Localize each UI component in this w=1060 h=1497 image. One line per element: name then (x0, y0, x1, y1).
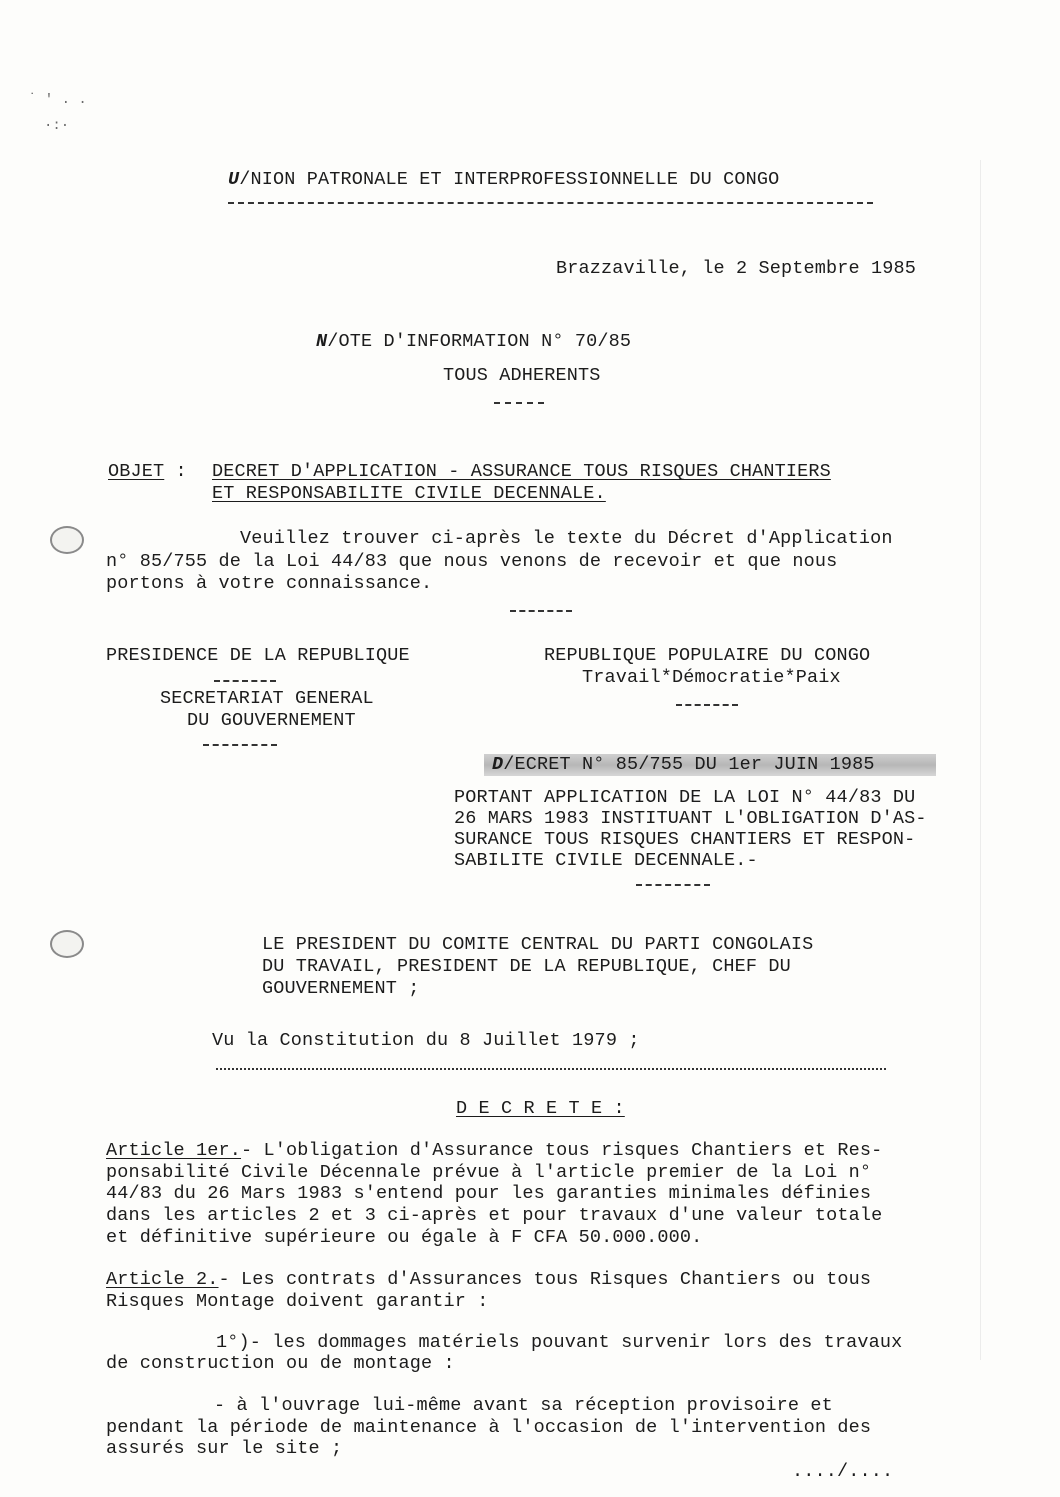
ink-smudge: ˙ ′ . . (28, 92, 87, 108)
decree-number-text: ECRET N° 85/755 DU 1er JUIN 1985 (514, 754, 875, 775)
republic-motto: Travail*Démocratie*Paix (582, 667, 841, 688)
bleed-through-mark (980, 160, 981, 1360)
article-2-text: - Les contrats d'Assurances tous Risques Chantiers ou tous (218, 1269, 872, 1290)
decree-desc-4: SABILITE CIVILE DECENNALE.- (454, 850, 758, 871)
decree-desc-2: 26 MARS 1983 INSTITUANT L'OBLIGATION D'AS- (454, 808, 927, 829)
secretariat-line-1: SECRETARIAT GENERAL (160, 688, 374, 709)
republic-heading: REPUBLIQUE POPULAIRE DU CONGO (544, 645, 871, 666)
place-date: Brazzaville, le 2 Septembre 1985 (556, 258, 917, 279)
decree-desc-1: PORTANT APPLICATION DE LA LOI N° 44/83 DU (454, 787, 916, 808)
article-2-bullet-1-line-1: - à l'ouvrage lui-même avant sa réception provisoire et (214, 1395, 833, 1416)
subject-label-text: OBJET (108, 461, 165, 482)
vu-constitution: Vu la Constitution du 8 Juillet 1979 ; (212, 1030, 640, 1051)
article-1-line-4: dans les articles 2 et 3 ci-après et pour travaux d'une valeur totale (106, 1205, 883, 1226)
decree-number: D/ECRET N° 85/755 DU 1er JUIN 1985 (492, 754, 875, 775)
letterhead-rule (228, 202, 873, 204)
letterhead: U/NION PATRONALE ET INTERPROFESSIONNELLE DU CONGO (228, 169, 780, 190)
article-1-line-2: ponsabilité Civile Décennale prévue à l'article premier de la Loi n° (106, 1162, 872, 1183)
decree-initial: D (492, 754, 504, 775)
decrete-heading: D E C R E T E : (456, 1098, 625, 1119)
intro-line-2: n° 85/755 de la Loi 44/83 que nous venons de recevoir et que nous (106, 551, 838, 572)
ink-smudge: ·:· (44, 118, 70, 134)
article-1-line-1 (106, 1141, 882, 1161)
separator-rule (676, 704, 738, 706)
article-1-line-5: et définitive supérieure ou égale à F CFA 50.000.000. (106, 1227, 703, 1248)
article-2-line-2: Risques Montage doivent garantir : (106, 1291, 489, 1312)
subject-label (108, 462, 187, 482)
separator-rule (203, 744, 277, 746)
article-2-point-1-line-1: 1°)- les dommages matériels pouvant survenir lors des travaux (216, 1332, 903, 1353)
article-2-line-1 (106, 1270, 871, 1290)
org-name: NION PATRONALE ET INTERPROFESSIONNELLE DU CONGO (250, 169, 780, 190)
subject-line-1: DECRET D'APPLICATION - ASSURANCE TOUS RISQUES CHANTIERS (212, 461, 831, 482)
president-line-3: GOUVERNEMENT ; (262, 978, 420, 999)
article-1-line-3: 44/83 du 26 Mars 1983 s'entend pour les garanties minimales définies (106, 1183, 872, 1204)
president-line-2: DU TRAVAIL, PRESIDENT DE LA REPUBLIQUE, CHEF DU (262, 956, 791, 977)
article-2-point-1-line-2: de construction ou de montage : (106, 1353, 455, 1374)
separator-rule (214, 680, 276, 682)
note-initial: N (316, 331, 328, 352)
decree-desc-3: SURANCE TOUS RISQUES CHANTIERS ET RESPON- (454, 829, 916, 850)
note-title: N/OTE D'INFORMATION N° 70/85 (316, 331, 632, 352)
dotted-rule (216, 1068, 886, 1070)
page-continuation: ..../.... (792, 1461, 894, 1482)
note-recipients: TOUS ADHERENTS (443, 365, 601, 386)
article-1-text: - L'obligation d'Assurance tous risques Chantiers et Res- (241, 1140, 883, 1161)
article-2-label: Article 2. (106, 1269, 219, 1290)
intro-line-3: portons à votre connaissance. (106, 573, 433, 594)
article-2-bullet-1-line-2: pendant la période de maintenance à l'occasion de l'intervention des (106, 1417, 872, 1438)
separator-rule (510, 610, 572, 612)
hole-punch-icon (50, 930, 84, 958)
article-1-label: Article 1er. (106, 1140, 242, 1161)
president-line-1: LE PRESIDENT DU COMITE CENTRAL DU PARTI CONGOLAIS (262, 934, 814, 955)
subject-sep: : (175, 461, 187, 482)
presidence-heading: PRESIDENCE DE LA REPUBLIQUE (106, 645, 410, 666)
subject-line-2: ET RESPONSABILITE CIVILE DECENNALE. (212, 483, 606, 504)
note-title-text: OTE D'INFORMATION N° 70/85 (338, 331, 632, 352)
intro-line-1: Veuillez trouver ci-après le texte du Décret d'Application (240, 528, 893, 549)
separator-rule (636, 884, 710, 886)
separator-rule (494, 402, 544, 404)
secretariat-line-2: DU GOUVERNEMENT (187, 710, 356, 731)
hole-punch-icon (50, 526, 84, 554)
article-2-bullet-1-line-3: assurés sur le site ; (106, 1438, 343, 1459)
org-initial: U (228, 169, 240, 190)
